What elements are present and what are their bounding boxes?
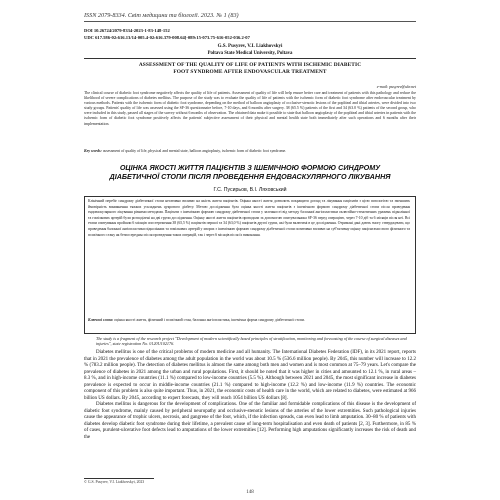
title-ua-line2: ДІАБЕТИЧНОЇ СТОПИ ПІСЛЯ ПРОВЕДЕННЯ ЕНДОВАСКУЛЯРНОГО ЛІКУВАННЯ [109,172,391,182]
header-rule [84,21,416,22]
abstract-en: The clinical course of diabetic foot syndrome negatively affects the quality of life of patients. Assessment of quality of life will help ensure better care and treatment of patients with this pathology and reduce the likelihood of severe complications of diabetes mellitus. The purpose of the study was to evaluate the quality of life of patients with the ischemic form of diabetic foot syndrome after endovascular treatment by various methods. Patients with the ischemic form of diabetic foot syndrome, depending on the method of balloon angioplasty of occlusive-stenotic lesions of the popliteal and tibial arteries, were divided into two study groups. Patients' quality of life was assessed using the SF-36 questionnaire before, 7-10 days, and 6 months after surgery. 38 (65.5 %) patients of the first and 34 (63.0 %) patients of the second group, who were included in this study, passed all stages of the survey without 6 months of observation. The obtained data make it possible to state that balloon angioplasty of the popliteal and tibial arteries in patients with the ischemic form of diabetic foot syndrome positively affects the patients' subjective assessment of their physical and mental health state both immediately after such operations and 6 months after their implementation. [84,91,416,126]
footer-rule [84,478,154,479]
udc: UDC 617.586-02:616.13/14-005.4-02:616.379-008.64]-089:15-073.75-616-052-036.2-07 [84,35,250,40]
keywords-label-ua: Ключові слова: [88,318,114,322]
journal-header: ISSN 2079-8334. Світ медицини та біології. 2023. № 1 (83) [84,12,239,19]
title-en-line2: FOOT SYNDROME AFTER ENDOVASCULAR TREATMENT [173,69,327,75]
title-ua-line1: ОЦІНКА ЯКОСТІ ЖИТТЯ ПАЦІЄНТІВ З ІШЕМІЧНОЮ ФОРМОЮ СИНДРОМУ [119,163,381,172]
affiliation: Poltava State Medical University, Poltava [207,51,293,56]
keywords-label-en: Key words: [84,149,102,153]
page-number: 148 [246,490,254,495]
keywords-ua [88,318,410,323]
body-paragraph-1: Diabetes mellitus is one of the critical problems of modern medicine and all humanity. The International Diabetes Federation (IDF), in its 2021 report, reports that in 2021 the prevalence of diabetes among the adult population in the world was about 10.5 % (536.6 million people). By 2045, this number will increase to 12.2 % (783.2 million people). The detection of diabetes mellitus is almost the same among both men and women and is most common at 75–79 years. Let's compare the prevalence of diabetes in 2021 among the urban and rural populations. First, it should be noted that it was higher in cities and amounted to 12.1 %, in rural areas – 8.3 %, and in high-income countries (11.1 %) compared to low-income countries (5.5 %). Although between 2021 and 2045, the most significant increase in diabetes prevalence is expected to occur in middle-income countries (21.1 %) compared to high-income (12.2 %) and low-income (11.9 %) countries. The economic component of this problem is also quite important. Thus, in 2021, the economic costs of health care in the world, which are related to diabetes, were estimated at 966 billion US dollars. By 2045, according to expert forecasts, they will reach 1054 billion US dollars [8]. [84,350,416,401]
study-note: The study is a fragment of the research project "Development of modern scientifically based principles of stratification, monitoring and forecasting of the course of surgical diseases and injuries", state registration No. 0120U102176. [96,336,407,347]
affiliation-rule [84,58,416,59]
body-paragraph-2: Diabetes mellitus is dangerous for the development of complications. One of the familiar and formidable complications of this disease is the development of diabetic foot syndrome, mainly caused by peripheral neuropathy and occlusive-stenotic lesions of the arteries of the lower extremities. Such pathological injuries cause the appearance of trophic ulcers, necrosis, and gangrene of the foot, which, if the infection spreads, can even lead to limb amputation. 30–80 % of patients with diabetes develop diabetic foot syndrome during their lifetime, a prevalent cause of long-term hospitalisation and even death of patients [2, 3]. Furthermore, in 85 % of cases, purulent-ulcerative foot defects lead to amputations of the lower extremities [12]. Performing high amputations significantly increases the risk of death and the [84,402,416,440]
body-text [84,350,416,441]
footer-copyright: © G.S. Pusyrev, V.I. Liakhovskyi, 2023 [84,480,145,484]
authors-en: G.S. Pusyrev, V.I. Liakhovskyi [217,44,283,49]
title-en-line1: ASSESSMENT OF THE QUALITY OF LIFE OF PATIENTS WITH ISCHEMIC DIABETIC [138,62,362,68]
title-ua [100,163,400,181]
keywords-en [84,149,416,154]
abstract-ua: Клінічний перебіг синдрому діабетичної стопи негативно впливає на якість життя пацієнтів. Оцінка якості життя дозволить покращити догляд та лікування пацієнтів з цією патологією та зменшить ймовірність виникнення тяжких ускладнень цукрового діабету. Метою дослідження була оцінка якості життя пацієнтів з ішемічною формою синдрому діабетичної стопи після проведення ендоваскулярного лікування різними методами. Пацієнти з ішемічною формою синдрому діабетичної стопи у залежності від методу балонної ангіопластики оклюзійно-стенотичних уражень підколінної та гомілкових артерій були розподілені на дві групи дослідження. Оцінку якості життя пацієнтів проводили за допомогою опитувальника SF-36 перед операцією, через 7-10 діб та 6 місяців після неї. Всі етапи опитування пройшли 6 місяців спостереження 38 (65,5 %) пацієнтів першої та 34 (63,0 %) пацієнтів другої групи, які були включені в це дослідження. Отримані дані дають змогу стверджувати, що проведення балонної ангіопластики підколінних та гомілкових артерій у хворих з ішемічною формою синдрому діабетичної стопи позитивно впливає на суб'єктивну оцінку пацієнтами свого фізичного та психічного стану як безпосередньо після проведення таких операцій, так і через 6 місяців після їх виконання. [88,199,410,237]
email: e-mail: pusyrev@ukr.net [376,84,416,89]
authors-ua: Г.С. Пусирьов, В.І. Ляховський [213,187,287,193]
keywords-text-en: assessment of quality of life, physical and mental state, balloon angioplasty, ischemic form of diabetic foot syndrome. [102,149,287,153]
title-en [100,62,400,76]
doi: DOI 10.26724/2079-8334-2023-1-83-148-152 [84,28,170,33]
keywords-text-ua: оцінка якості життя, фізичний і психічний стан, балонна ангіопластика, ішемічна форма синдрому діабетичної стопи. [114,318,305,322]
